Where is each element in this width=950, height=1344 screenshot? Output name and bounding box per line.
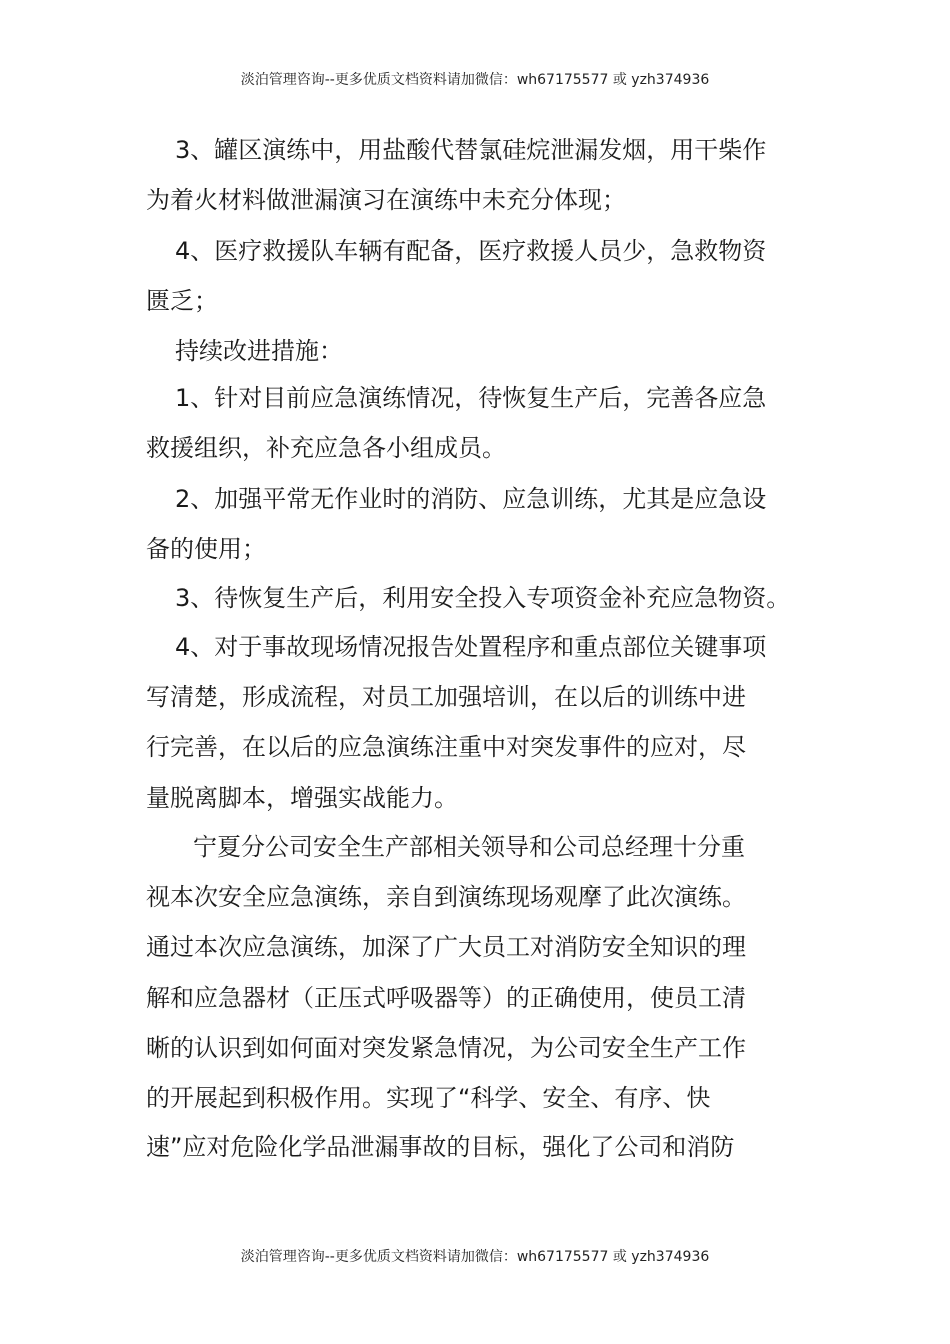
text-line-10: 3、待恢复生产后，利用安全投入专项资金补充应急物资。 <box>175 584 791 612</box>
section-heading: 持续改进措施： <box>175 337 343 365</box>
text-line-2: 为着火材料做泄漏演习在演练中未充分体现； <box>146 186 626 214</box>
text-line-7: 救援组织，补充应急各小组成员。 <box>146 434 506 462</box>
text-line-14: 量脱离脚本，增强实战能力。 <box>146 784 458 812</box>
text-line-11: 4、对于事故现场情况报告处置程序和重点部位关键事项 <box>175 633 767 661</box>
text-line-4: 匮乏； <box>146 287 218 315</box>
text-line-13: 行完善，在以后的应急演练注重中对突发事件的应对，尽 <box>146 733 746 761</box>
text-line-15: 宁夏分公司安全生产部相关领导和公司总经理十分重 <box>193 833 745 861</box>
text-line-8: 2、加强平常无作业时的消防、应急训练，尤其是应急设 <box>175 485 767 513</box>
text-line-3: 4、医疗救援队车辆有配备，医疗救援人员少，急救物资 <box>175 237 767 265</box>
text-line-9: 备的使用； <box>146 535 266 563</box>
page-header: 淡泊管理咨询--更多优质文档资料请加微信：wh67175577 或 yzh374936 <box>240 72 710 88</box>
text-line-18: 解和应急器材（正压式呼吸器等）的正确使用，使员工清 <box>146 984 746 1012</box>
text-line-17: 通过本次应急演练，加深了广大员工对消防安全知识的理 <box>146 933 746 961</box>
text-line-6: 1、针对目前应急演练情况，待恢复生产后，完善各应急 <box>175 384 767 412</box>
text-line-21: 速”应对危险化学品泄漏事故的目标，强化了公司和消防 <box>146 1133 735 1161</box>
text-line-19: 晰的认识到如何面对突发紧急情况，为公司安全生产工作 <box>146 1034 746 1062</box>
text-line-12: 写清楚，形成流程，对员工加强培训，在以后的训练中进 <box>146 683 746 711</box>
text-line-1: 3、罐区演练中，用盐酸代替氯硅烷泄漏发烟，用干柴作 <box>175 136 767 164</box>
page-footer: 淡泊管理咨询--更多优质文档资料请加微信：wh67175577 或 yzh374936 <box>240 1249 710 1265</box>
text-line-20: 的开展起到积极作用。实现了“科学、安全、有序、快 <box>146 1084 711 1112</box>
text-line-16: 视本次安全应急演练，亲自到演练现场观摩了此次演练。 <box>146 883 746 911</box>
